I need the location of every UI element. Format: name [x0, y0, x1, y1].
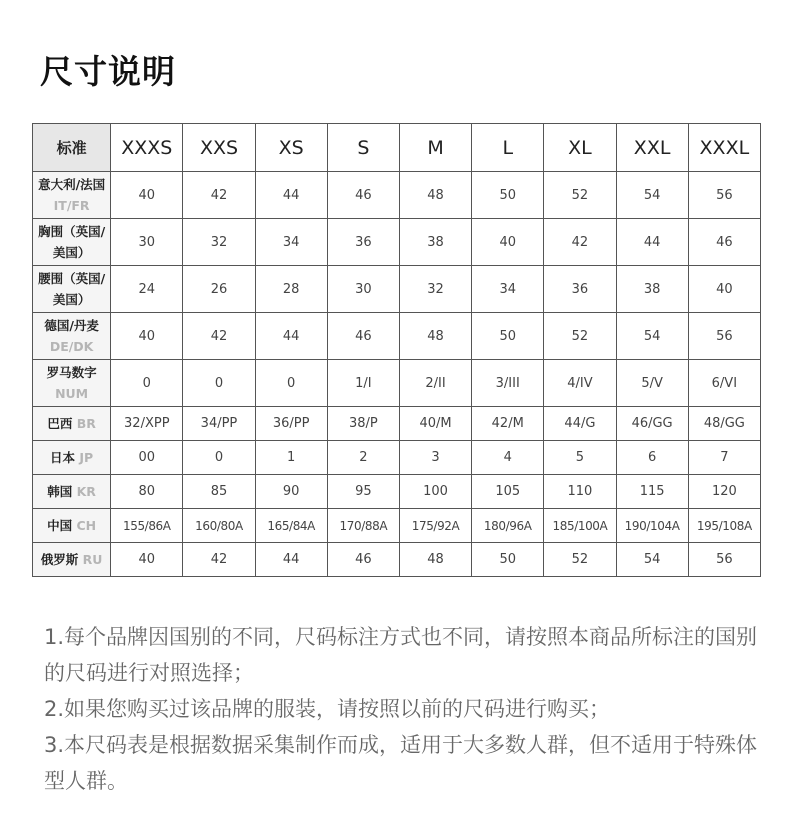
region-label-cell	[33, 509, 111, 543]
table-row	[33, 543, 761, 577]
size-value-cell: 34	[255, 219, 327, 266]
region-code: KR	[76, 484, 96, 499]
region-code: NUM	[55, 386, 89, 401]
size-value-cell: 54	[616, 313, 688, 360]
page-title: 尺寸说明	[40, 52, 176, 91]
region-label: 罗马数字	[46, 365, 97, 380]
size-value-cell: 195/108A	[688, 509, 760, 543]
size-value-cell: 44/G	[544, 407, 616, 441]
table-row	[33, 360, 761, 407]
size-value-cell: 80	[111, 475, 183, 509]
region-code: JP	[79, 450, 94, 465]
size-value-cell: 32	[399, 266, 471, 313]
size-value-cell: 44	[255, 172, 327, 219]
region-label: 德国/丹麦	[44, 318, 99, 333]
size-value-cell: 28	[255, 266, 327, 313]
size-value-cell: 42	[183, 172, 255, 219]
region-code: DE/DK	[49, 339, 94, 354]
size-value-cell: 50	[472, 543, 544, 577]
size-value-cell: 46	[327, 543, 399, 577]
size-value-cell: 50	[472, 313, 544, 360]
size-value-cell: 40	[688, 266, 760, 313]
size-value-cell: 38	[616, 266, 688, 313]
size-value-cell: 40	[111, 172, 183, 219]
size-value-cell: 56	[688, 543, 760, 577]
table-row	[33, 509, 761, 543]
size-value-cell: 00	[111, 441, 183, 475]
size-value-cell: 52	[544, 172, 616, 219]
size-value-cell: 40	[111, 543, 183, 577]
table-row	[33, 172, 761, 219]
size-value-cell: 56	[688, 313, 760, 360]
region-label: 腰围（英国/美国）	[38, 271, 106, 307]
region-label: 韩国	[47, 484, 73, 499]
size-value-cell: 42	[183, 543, 255, 577]
size-notes	[44, 619, 764, 799]
size-value-cell: 180/96A	[472, 509, 544, 543]
size-value-cell: 50	[472, 172, 544, 219]
region-label-cell	[33, 172, 111, 219]
size-value-cell: 48/GG	[688, 407, 760, 441]
size-value-cell: 30	[327, 266, 399, 313]
size-value-cell: 40	[472, 219, 544, 266]
size-value-cell: 42/M	[472, 407, 544, 441]
size-value-cell: 46/GG	[616, 407, 688, 441]
note-item: 3.本尺码表是根据数据采集制作而成，适用于大多数人群，但不适用于特殊体型人群。	[44, 733, 758, 793]
size-header-m: M	[399, 124, 471, 172]
size-value-cell: 3/III	[472, 360, 544, 407]
size-value-cell: 40	[111, 313, 183, 360]
size-value-cell: 56	[688, 172, 760, 219]
size-value-cell: 0	[183, 360, 255, 407]
region-label: 日本	[50, 450, 76, 465]
size-value-cell: 1/I	[327, 360, 399, 407]
size-value-cell: 46	[327, 313, 399, 360]
size-value-cell: 90	[255, 475, 327, 509]
note-item: 2.如果您购买过该品牌的服装，请按照以前的尺码进行购买；	[44, 697, 611, 721]
size-header-xxxs: XXXS	[111, 124, 183, 172]
region-label-cell	[33, 407, 111, 441]
size-value-cell: 160/80A	[183, 509, 255, 543]
size-value-cell: 2	[327, 441, 399, 475]
size-value-cell: 52	[544, 313, 616, 360]
size-table-body	[33, 172, 761, 577]
region-label-cell	[33, 313, 111, 360]
size-value-cell: 170/88A	[327, 509, 399, 543]
size-value-cell: 44	[255, 543, 327, 577]
corner-label: 标准	[33, 124, 111, 172]
region-label-cell	[33, 543, 111, 577]
table-row	[33, 407, 761, 441]
table-row	[33, 219, 761, 266]
region-code: BR	[76, 416, 96, 431]
size-value-cell: 175/92A	[399, 509, 471, 543]
table-row	[33, 441, 761, 475]
size-value-cell: 52	[544, 543, 616, 577]
size-value-cell: 32/XPP	[111, 407, 183, 441]
size-value-cell: 32	[183, 219, 255, 266]
size-value-cell: 6/VI	[688, 360, 760, 407]
size-value-cell: 54	[616, 543, 688, 577]
size-header-xxs: XXS	[183, 124, 255, 172]
size-value-cell: 4	[472, 441, 544, 475]
size-value-cell: 0	[183, 441, 255, 475]
size-value-cell: 185/100A	[544, 509, 616, 543]
size-header-xl: XL	[544, 124, 616, 172]
size-value-cell: 48	[399, 172, 471, 219]
region-label-cell	[33, 475, 111, 509]
size-value-cell: 165/84A	[255, 509, 327, 543]
region-label: 意大利/法国	[38, 177, 106, 192]
region-code: IT/FR	[53, 198, 90, 213]
region-code: RU	[82, 552, 103, 567]
region-code: CH	[76, 518, 97, 533]
size-value-cell: 85	[183, 475, 255, 509]
size-value-cell: 24	[111, 266, 183, 313]
size-value-cell: 100	[399, 475, 471, 509]
size-value-cell: 115	[616, 475, 688, 509]
size-value-cell: 48	[399, 543, 471, 577]
size-value-cell: 38	[399, 219, 471, 266]
size-value-cell: 110	[544, 475, 616, 509]
size-value-cell: 120	[688, 475, 760, 509]
size-header-l: L	[472, 124, 544, 172]
size-value-cell: 36	[544, 266, 616, 313]
size-value-cell: 6	[616, 441, 688, 475]
size-value-cell: 34	[472, 266, 544, 313]
region-label-cell	[33, 360, 111, 407]
size-value-cell: 44	[255, 313, 327, 360]
size-value-cell: 190/104A	[616, 509, 688, 543]
size-value-cell: 0	[255, 360, 327, 407]
size-header-xxxl: XXXL	[688, 124, 760, 172]
size-value-cell: 42	[183, 313, 255, 360]
size-value-cell: 48	[399, 313, 471, 360]
table-row	[33, 313, 761, 360]
size-value-cell: 36/PP	[255, 407, 327, 441]
region-label: 胸围（英国/美国）	[38, 224, 106, 260]
size-value-cell: 2/II	[399, 360, 471, 407]
size-value-cell: 0	[111, 360, 183, 407]
region-label-cell	[33, 219, 111, 266]
size-header-s: S	[327, 124, 399, 172]
size-value-cell: 5	[544, 441, 616, 475]
size-value-cell: 40/M	[399, 407, 471, 441]
size-value-cell: 7	[688, 441, 760, 475]
size-value-cell: 46	[688, 219, 760, 266]
size-value-cell: 3	[399, 441, 471, 475]
size-value-cell: 155/86A	[111, 509, 183, 543]
size-header-row	[33, 124, 761, 172]
size-value-cell: 42	[544, 219, 616, 266]
size-value-cell: 44	[616, 219, 688, 266]
size-value-cell: 1	[255, 441, 327, 475]
size-header-xxl: XXL	[616, 124, 688, 172]
region-label: 巴西	[47, 416, 73, 431]
region-label: 俄罗斯	[40, 552, 79, 567]
table-row	[33, 266, 761, 313]
size-value-cell: 95	[327, 475, 399, 509]
size-value-cell: 38/P	[327, 407, 399, 441]
size-value-cell: 4/IV	[544, 360, 616, 407]
size-value-cell: 30	[111, 219, 183, 266]
size-value-cell: 54	[616, 172, 688, 219]
table-row	[33, 475, 761, 509]
region-label-cell	[33, 266, 111, 313]
size-value-cell: 34/PP	[183, 407, 255, 441]
size-value-cell: 36	[327, 219, 399, 266]
size-header-xs: XS	[255, 124, 327, 172]
size-value-cell: 46	[327, 172, 399, 219]
size-value-cell: 26	[183, 266, 255, 313]
size-chart-table	[32, 123, 761, 577]
size-value-cell: 5/V	[616, 360, 688, 407]
region-label-cell	[33, 441, 111, 475]
size-value-cell: 105	[472, 475, 544, 509]
region-label: 中国	[47, 518, 73, 533]
note-item: 1.每个品牌因国别的不同，尺码标注方式也不同，请按照本商品所标注的国别的尺码进行对照选择；	[44, 625, 758, 685]
